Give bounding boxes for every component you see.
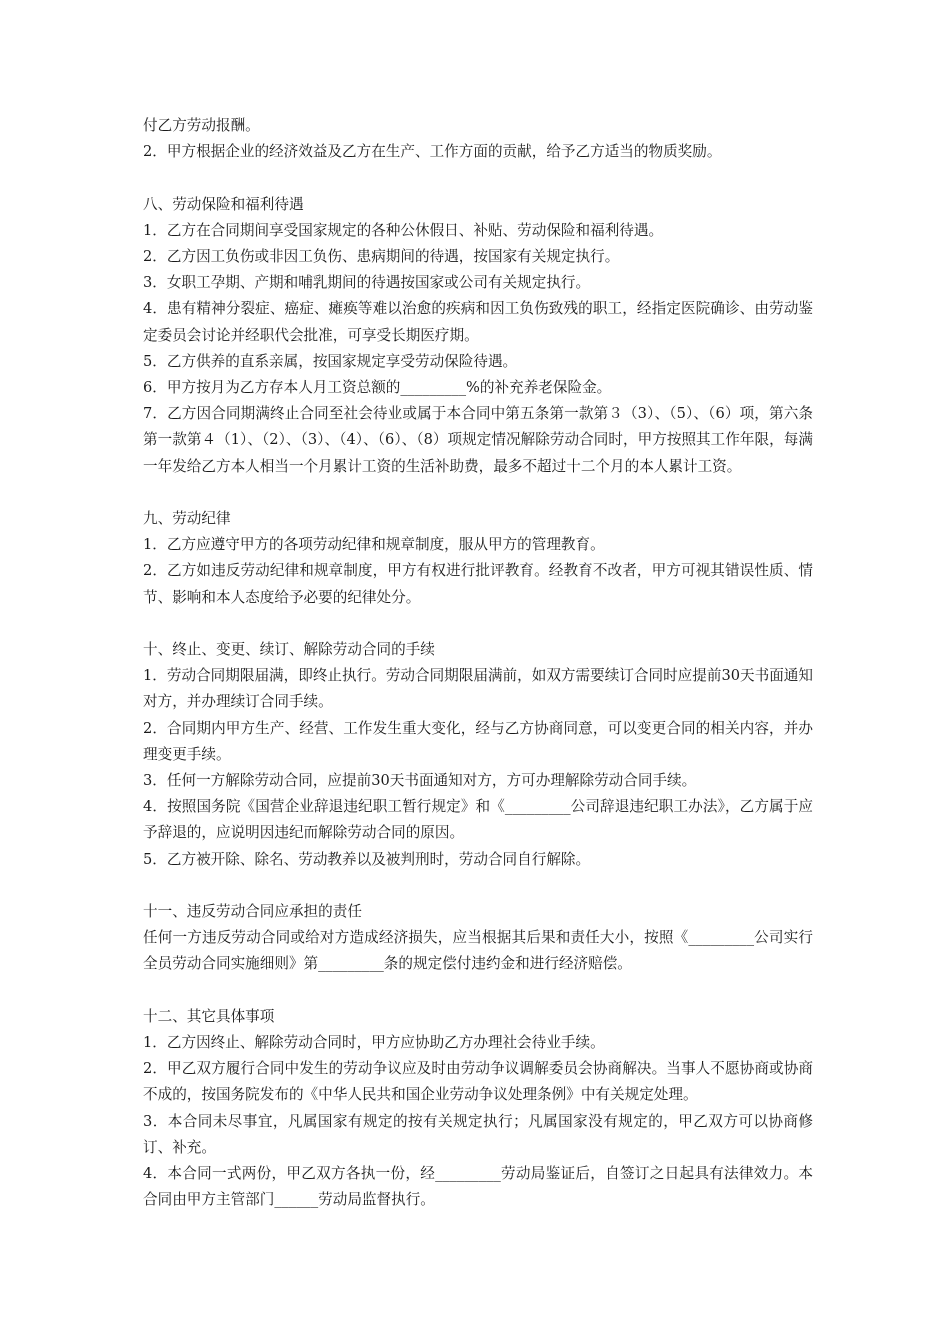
- s12-item-1: 1．乙方因终止、解除劳动合同时，甲方应协助乙方办理社会待业手续。: [143, 1034, 605, 1052]
- document-page: [143, 113, 813, 1213]
- s12-item-3: 3．本合同未尽事宜，凡属国家有规定的按有关规定执行；凡属国家没有规定的，甲乙双方可以协商修订、补充。: [143, 1112, 813, 1156]
- section-12-title: 十二、其它具体事项: [143, 1007, 275, 1025]
- s8-item-1: 1．乙方在合同期间享受国家规定的各种公休假日、补贴、劳动保险和福利待遇。: [143, 221, 664, 239]
- s8-item-3: 3．女职工孕期、产期和哺乳期间的待遇按国家或公司有关规定执行。: [143, 274, 591, 292]
- section-10-title: 十、终止、变更、续订、解除劳动合同的手续: [143, 641, 435, 659]
- s10-item-3: 3．任何一方解除劳动合同，应提前30天书面通知对方，方可办理解除劳动合同手续。: [143, 772, 697, 790]
- s8-item-4: 4．患有精神分裂症、癌症、瘫痪等难以治愈的疾病和因工负伤致残的职工，经指定医院确诊、由劳动鉴定委员会讨论并经职代会批准，可享受长期医疗期。: [143, 300, 813, 344]
- section-9-title: 九、劳动纪律: [143, 510, 231, 528]
- s10-item-5: 5．乙方被开除、除名、劳动教养以及被判刑时，劳动合同自行解除。: [143, 850, 591, 868]
- paragraph-reward: 2．甲方根据企业的经济效益及乙方在生产、工作方面的贡献，给予乙方适当的物质奖励。: [143, 143, 722, 161]
- s8-item-7: 7．乙方因合同期满终止合同至社会待业或属于本合同中第五条第一款第３（3）、（5）、（6）项，第六条第一款第４（1）、（2）、（3）、（4）、（6）、（8）项规定情况解除劳动合同时，甲方按照其工作年限，每满一年发给乙方本人相当一个月累计工资的生活补助费，最多不超过十二个月的本人累计工资。: [143, 405, 813, 475]
- section-11-title: 十一、违反劳动合同应承担的责任: [143, 903, 362, 921]
- s9-item-2: 2．乙方如违反劳动纪律和规章制度，甲方有权进行批评教育。经教育不改者，甲方可视其错误性质、情节、影响和本人态度给予必要的纪律处分。: [143, 562, 813, 606]
- s8-item-6: 6．甲方按月为乙方存本人月工资总额的_________%的补充养老保险金。: [143, 379, 612, 397]
- paragraph-continuation: 付乙方劳动报酬。: [143, 117, 260, 134]
- s10-item-2: 2．合同期内甲方生产、经营、工作发生重大变化，经与乙方协商同意，可以变更合同的相关内容，并办理变更手续。: [143, 719, 813, 763]
- s8-item-2: 2．乙方因工负伤或非因工负伤、患病期间的待遇，按国家有关规定执行。: [143, 248, 620, 265]
- s8-item-5: 5．乙方供养的直系亲属，按国家规定享受劳动保险待遇。: [143, 352, 518, 370]
- s11-item-1: 任何一方违反劳动合同或给对方造成经济损失，应当根据其后果和责任大小，按照《_________公司实行全员劳动合同实施细则》第_________条的规定偿付违约金和进行经济赔偿。: [143, 929, 813, 973]
- section-8-title: 八、劳动保险和福利待遇: [143, 195, 304, 213]
- s10-item-4: 4．按照国务院《国营企业辞退违纪职工暂行规定》和《_________公司辞退违纪职工办法》，乙方属于应予辞退的，应说明因违纪而解除劳动合同的原因。: [143, 798, 813, 842]
- s10-item-1: 1．劳动合同期限届满，即终止执行。劳动合同期限届满前，如双方需要续订合同时应提前30天书面通知对方，并办理续订合同手续。: [143, 667, 813, 711]
- s12-item-2: 2．甲乙双方履行合同中发生的劳动争议应及时由劳动争议调解委员会协商解决。当事人不愿协商或协商不成的，按国务院发布的《中华人民共和国企业劳动争议处理条例》中有关规定处理。: [143, 1060, 813, 1104]
- s9-item-1: 1．乙方应遵守甲方的各项劳动纪律和规章制度，服从甲方的管理教育。: [143, 536, 605, 554]
- s12-item-4: 4．本合同一式两份，甲乙双方各执一份，经_________劳动局鉴证后，自签订之日起具有法律效力。本合同由甲方主管部门______劳动局监督执行。: [143, 1165, 813, 1209]
